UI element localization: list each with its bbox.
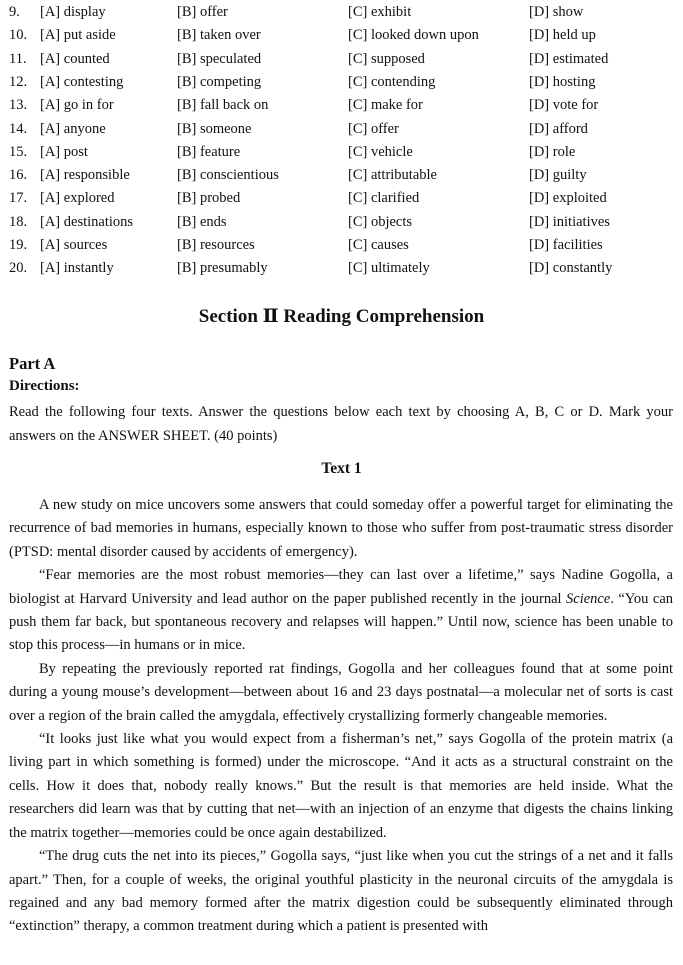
option-d: [D] show [529,4,584,20]
text-title: Text 1 [321,460,362,477]
option-row-10 [0,24,683,47]
option-d: [D] constantly [529,260,613,277]
option-d: [D] exploited [529,190,607,207]
question-number: 18. [9,213,28,230]
question-number: 11. [9,50,27,67]
paragraph-1: A new study on mice uncovers some answers that could someday offer a powerful target for eliminating the recurrence of bad memories in humans, especially known to those who suffer from post-traumatic stress disorder (PTSD: mental disorder caused by accidents of emergency). [9,497,673,560]
question-number: 16. [9,167,28,184]
option-row-12 [0,71,683,94]
option-c: [C] supposed [348,50,425,67]
option-c: [C] contending [348,73,436,90]
paragraph-4: “It looks just like what you would expect from a fisherman’s net,” says Gogolla of the protein matrix (a living part in which something is formed) under the microscope. “And it acts as a structural constraint on the cells. How it does that, nobody really knows.” But the result is that memories are held inside. What the researchers did learn was that by cutting that net—with an injection of an enzyme that digests the chains linking the matrix together—memories could be once again destabilized. [9,731,673,841]
option-a: [A] post [40,143,88,160]
question-number: 15. [9,143,28,160]
option-row-18 [0,211,683,234]
option-row-14 [0,118,683,141]
option-b: [B] resources [177,237,255,253]
journal-name: Science [566,590,611,607]
option-b: [B] probed [177,190,241,207]
option-row-9 [0,1,683,24]
option-a: [A] responsible [40,167,130,184]
option-b: [B] competing [177,73,262,90]
option-b: [B] taken over [177,27,261,44]
option-c: [C] causes [348,237,409,253]
option-d: [D] role [529,143,576,160]
option-row-11 [0,48,683,71]
option-a: [A] sources [40,237,108,253]
option-d: [D] hosting [529,73,596,90]
option-a: [A] destinations [40,213,134,230]
option-a: [A] put aside [40,27,116,44]
option-b: [B] someone [177,120,252,137]
option-d: [D] held up [529,27,596,44]
option-row-19 [0,234,683,257]
passage-body [9,494,673,939]
part-title: Part A [9,354,56,373]
option-d: [D] guilty [529,167,587,184]
directions-text: Read the following four texts. Answer the questions below each text by choosing A, B, C or D. Mark your answers on the ANSWER SHEET. (40 points) [9,404,673,444]
question-number: 17. [9,190,28,207]
paragraph-2-part-2: . “You can push them far back, but spontaneous recovery and relapses will happen.” Until now, science has been unable to stop this process—in humans or in mice. [9,590,674,654]
question-number: 20. [9,260,28,277]
paragraph-2-part-1: “Fear memories are the most robust memories—they can last over a lifetime,” says Nadine Gogolla, a biologist at Harvard University and lead author on the paper published recently in the journal [9,567,673,607]
option-c: [C] objects [348,213,413,230]
paragraph-3: By repeating the previously reported rat findings, Gogolla and her colleagues found that at some point during a young mouse’s development—between about 16 and 23 days postnatal—a molecular net of sorts is cast over a region of the brain called the amygdala, effectively crystallizing formerly changeable memories. [9,660,673,724]
option-b: [B] offer [177,4,228,20]
option-row-13 [0,94,683,117]
option-a: [A] explored [40,190,115,207]
option-row-17 [0,187,683,210]
option-a: [A] go in for [40,97,114,114]
option-row-15 [0,141,683,164]
option-d: [D] initiatives [529,213,610,230]
question-number: 12. [9,73,28,90]
question-number: 14. [9,120,28,137]
option-b: [B] speculated [177,50,262,67]
option-b: [B] feature [177,143,241,160]
option-c: [C] attributable [348,167,437,184]
option-b: [B] presumably [177,260,268,277]
option-row-16 [0,164,683,187]
question-number: 9. [9,4,20,20]
option-b: [B] ends [177,213,227,230]
question-number: 19. [9,237,28,253]
question-number: 10. [9,27,28,44]
option-a: [A] anyone [40,120,106,137]
option-b: [B] conscientious [177,167,279,184]
option-a: [A] instantly [40,260,114,277]
question-number: 13. [9,97,28,114]
option-row-20 [0,257,683,280]
option-d: [D] facilities [529,237,603,253]
option-d: [D] vote for [529,97,599,114]
option-a: [A] contesting [40,73,124,90]
option-d: [D] afford [529,120,588,137]
option-d: [D] estimated [529,50,609,67]
option-c: [C] vehicle [348,143,413,160]
option-c: [C] make for [348,97,423,114]
section-title: Section Ⅱ Reading Comprehension [198,306,485,327]
option-c: [C] offer [348,120,399,137]
paragraph-2 [9,564,673,658]
option-a: [A] display [40,4,106,20]
paragraph-5: “The drug cuts the net into its pieces,” Gogolla says, “just like when you cut the strings of a net and it falls apart.” Then, for a couple of weeks, the original youthful plasticity in the neuronal circuits of the amygdala is regained and any bad memory formed after the matrix digestion could be subsequently eliminated through “extinction” therapy, a common treatment during which a patient is presented with [9,848,673,935]
option-c: [C] ultimately [348,260,430,277]
option-c: [C] looked down upon [348,27,479,44]
option-b: [B] fall back on [177,97,269,114]
option-c: [C] exhibit [348,4,412,20]
option-a: [A] counted [40,50,110,67]
option-c: [C] clarified [348,190,420,207]
directions-heading: Directions: [9,378,80,394]
